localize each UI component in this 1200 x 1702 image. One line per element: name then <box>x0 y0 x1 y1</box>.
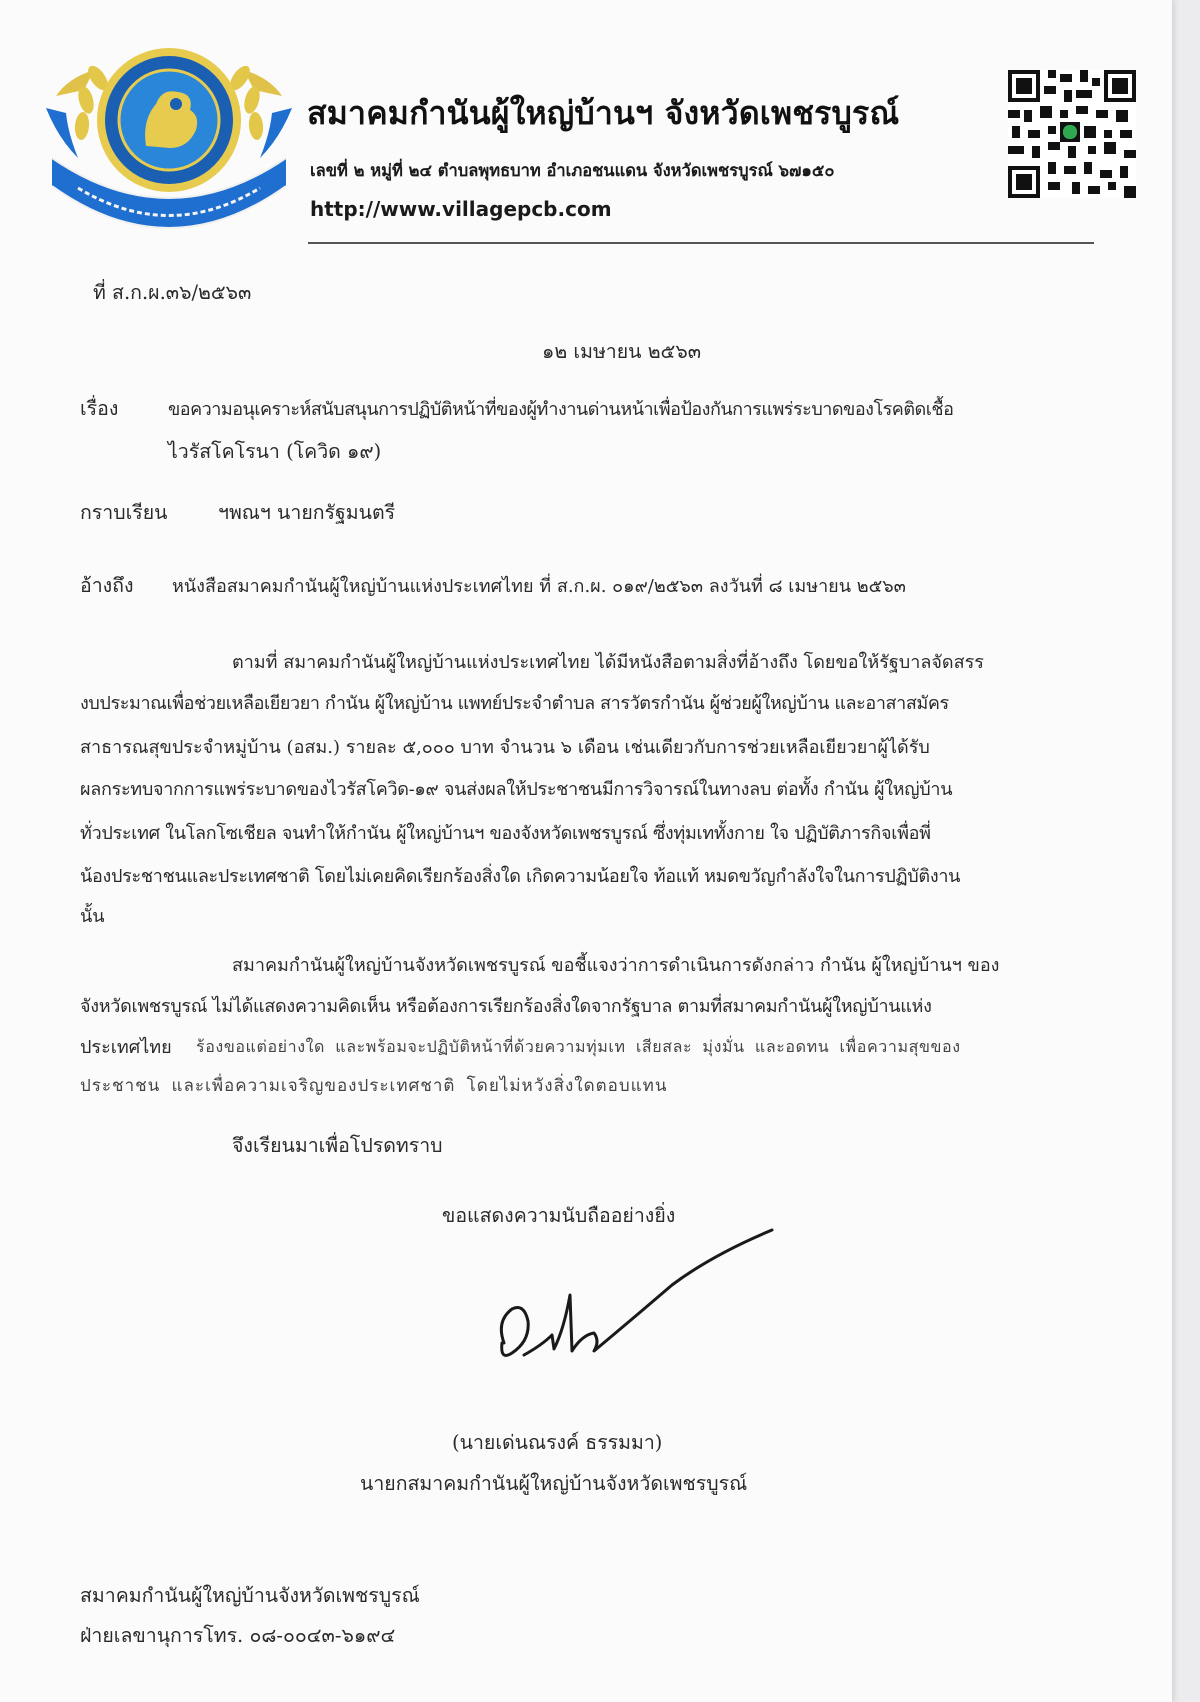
letter-date: ๑๒ เมษายน ๒๕๖๓ <box>542 340 702 363</box>
subject-text: ขอความอนุเคราะห์สนับสนุนการปฏิบัติหน้าที่ของผู้ทำงานด่านหน้าเพื่อป้องกันการแพร่ระบาดของโรคติดเชื้อ <box>168 399 954 420</box>
org-name: สมาคมกำนันผู้ใหญ่บ้านฯ จังหวัดเพชรบูรณ์ <box>307 94 900 132</box>
paragraph-line: นั้น <box>80 906 105 927</box>
reference-text: หนังสือสมาคมกำนันผู้ใหญ่บ้านแห่งประเทศไทย ที่ ส.ก.ผ. ๐๑๙/๒๕๖๓ ลงวันที่ ๘ เมษายน ๒๕๖๓ <box>172 576 906 597</box>
org-website-link[interactable]: http://www.villagepcb.com <box>310 197 612 221</box>
header-divider <box>308 242 1094 244</box>
paragraph-line: ประชาชน และเพื่อความเจริญของประเทศชาติ โดยไม่หวังสิ่งใดตอบแทน <box>80 1076 668 1096</box>
complimentary-close: ขอแสดงความนับถืออย่างยิ่ง <box>442 1204 676 1227</box>
addressee: ฯพณฯ นายกรัฐมนตรี <box>218 501 396 524</box>
paragraph-line: สาธารณสุขประจำหมู่บ้าน (อสม.) รายละ ๕,๐๐๐ บาท จำนวน ๖ เดือน เช่นเดียวกับการช่วยเหลือเยียวยาผู้ได้รับ <box>80 737 930 758</box>
signature-icon <box>490 1225 780 1395</box>
org-address: เลขที่ ๒ หมู่ที่ ๒๔ ตำบลพุทธบาท อำเภอชนแดน จังหวัดเพชรบูรณ์ ๖๗๑๕๐ <box>310 161 835 180</box>
paragraph-line: น้องประชาชนและประเทศชาติ โดยไม่เคยคิดเรียกร้องสิ่งใด เกิดความน้อยใจ ท้อแท้ หมดขวัญกำลังใจในการปฏิบัติงาน <box>80 866 961 887</box>
addressee-label: กราบเรียน <box>80 501 168 524</box>
signer-title: นายกสมาคมกำนันผู้ใหญ่บ้านจังหวัดเพชรบูรณ์ <box>360 1472 748 1495</box>
signer-name: (นายเด่นณรงค์ ธรรมมา) <box>452 1431 663 1454</box>
paragraph-line: จังหวัดเพชรบูรณ์ ไม่ได้แสดงความคิดเห็น หรือต้องการเรียกร้องสิ่งใดจากรัฐบาล ตามที่สมาคมกำนันผู้ใหญ่บ้านแห่ง <box>80 996 932 1017</box>
paragraph-line: ผลกระทบจากการแพร่ระบาดของไวรัสโควิด-๑๙ จนส่งผลให้ประชาชนมีการวิจารณ์ในทางลบ ต่อทั้ง กำนัน ผู้ใหญ่บ้าน <box>80 779 953 800</box>
subject-text-continued: ไวรัสโคโรนา (โควิด ๑๙) <box>168 440 382 463</box>
association-seal-icon <box>38 38 300 238</box>
closing-request: จึงเรียนมาเพื่อโปรดทราบ <box>232 1134 443 1157</box>
footer-contact: ฝ่ายเลขานุการโทร. ๐๘-๐๐๔๓-๖๑๙๔ <box>80 1624 396 1647</box>
subject-label: เรื่อง <box>80 397 119 420</box>
paragraph-line: งบประมาณเพื่อช่วยเหลือเยียวยา กำนัน ผู้ใหญ่บ้าน แพทย์ประจำตำบล สารวัตรกำนัน ผู้ช่วยผู้ใหญ่บ้าน และอาสาสมัคร <box>80 693 949 714</box>
paragraph-line: ตามที่ สมาคมกำนันผู้ใหญ่บ้านแห่งประเทศไทย ได้มีหนังสือตามสิ่งที่อ้างถึง โดยขอให้รัฐบาลจัดสรร <box>232 652 984 673</box>
paragraph-line: ทั่วประเทศ ในโลกโซเชียล จนทำให้กำนัน ผู้ใหญ่บ้านฯ ของจังหวัดเพชรบูรณ์ ซึ่งทุ่มเททั้งกาย ใจ ปฏิบัติภารกิจเพื่อพี่ <box>80 823 931 844</box>
document-number: ที่ ส.ก.ผ.๓๖/๒๕๖๓ <box>93 281 252 304</box>
paragraph-line: ประเทศไทย <box>80 1037 172 1058</box>
qr-code-icon <box>1008 70 1136 198</box>
paragraph-line: ร้องขอแต่อย่างใด และพร้อมจะปฏิบัติหน้าที่ด้วยความทุ่มเท เสียสละ มุ่งมั่น และอดทน เพื่อความสุขของ <box>196 1037 961 1056</box>
reference-label: อ้างถึง <box>80 574 134 597</box>
page-gutter <box>1172 0 1200 1702</box>
footer-org: สมาคมกำนันผู้ใหญ่บ้านจังหวัดเพชรบูรณ์ <box>80 1584 420 1607</box>
paragraph-line: สมาคมกำนันผู้ใหญ่บ้านจังหวัดเพชรบูรณ์ ขอชี้แจงว่าการดำเนินการดังกล่าว กำนัน ผู้ใหญ่บ้านฯ ของ <box>232 955 1000 976</box>
